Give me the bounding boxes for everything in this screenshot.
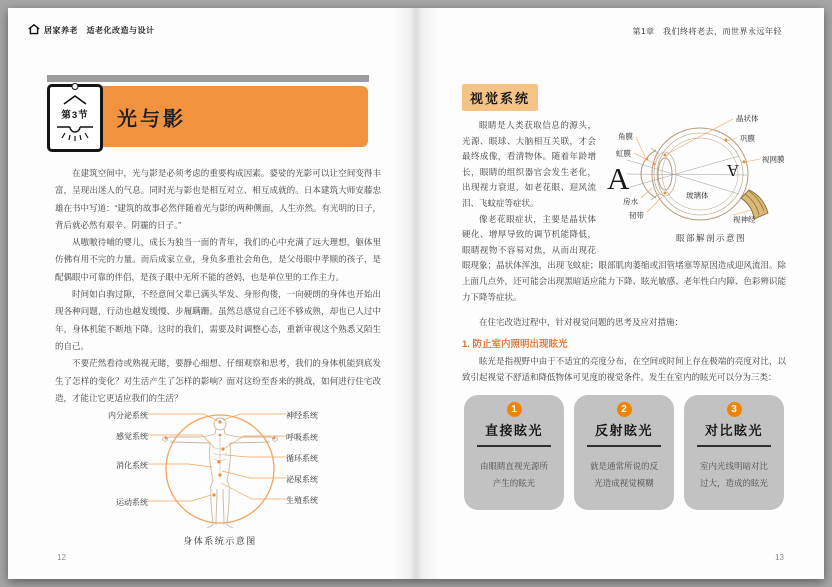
lamp-shade-icon [61, 94, 89, 105]
eye-label: 晶状体 [736, 114, 759, 123]
diagram-label: 泌尿系统 [286, 475, 318, 484]
paragraph: 不要茫然看待或熟视无睹，要静心细想、仔细观察和思考，我们的身体机能到底发生了怎样的变化？对生活产生了怎样的影响？面对这纷至沓来的挑战，如何进行住宅改造，才能让它更适应我们的生活？ [55, 358, 381, 403]
glare-description: 就是通常所说的反光造成视觉模糊 [589, 461, 658, 488]
glare-card-direct [464, 395, 564, 510]
glare-description: 由眼睛直视光源所产生的眩光 [479, 461, 548, 488]
section-number: 第3节 [61, 109, 89, 121]
diagram-label: 生殖系统 [286, 496, 318, 505]
eye-label: 房水 [623, 197, 638, 206]
eye-label: 巩膜 [740, 134, 755, 143]
glare-description: 室内光线明暗对比过大，造成的眩光 [699, 461, 768, 488]
running-head-left [28, 24, 155, 37]
title-gray-bar [47, 75, 369, 82]
running-head-right: 第1章 我们终将老去，而世界永远年轻 [632, 27, 782, 36]
glare-card-reflected [574, 395, 674, 510]
eye-label: 玻璃体 [686, 191, 709, 200]
paragraph: 从嗷嗷待哺的婴儿，成长为独当一面的青年，我们的心中充满了远大理想，躯体里仿佛有用不完的力量。而后成家立业，身负多重社会角色，是父母眼中孝顺的孩子，是配偶眼中可靠的伴侣，是孩子眼中无所不能的爸妈，也是单位里的工作主力。 [55, 237, 381, 282]
page-number: 13 [775, 553, 784, 562]
diagram-label: 内分泌系统 [108, 411, 148, 420]
diagram-label: 感觉系统 [116, 432, 148, 441]
text-wrap-spacer [596, 118, 786, 243]
page-number: 12 [57, 553, 66, 562]
page-left [8, 8, 416, 579]
paragraph: 时间如白驹过隙，不经意间父辈已满头华发、身形佝偻，一向硬朗的身体也开始出现各种问题，行动也越发缓慢、步履蹒跚。虽然总感觉自己还不够成熟，却也已人过中年，身体机能不断地下降。这时的我们，需要及时调整心态，重新审视这个熟悉又陌生的自己。 [55, 289, 381, 351]
paragraph: 眼睛是人类获取信息的源头，光源、眼球、大脑相互关联，才会最终成像，看清物体。随着年龄增长，眼睛的组织器官会发生老化，出现视力衰退，如老花眼、迎风流泪、飞蚊症等症状。 [462, 120, 596, 208]
diagram-label: 消化系统 [116, 461, 148, 470]
section-title: 光与影 [117, 108, 186, 130]
section-heading: 视觉系统 [462, 84, 538, 111]
number-badge: 2 [617, 402, 632, 417]
glare-title: 直接眩光 [484, 423, 543, 438]
right-body-text [462, 118, 786, 386]
diagram-label: 神经系统 [286, 411, 318, 420]
lamp-cord-dot-icon [72, 83, 79, 90]
diagram-caption: 身体系统示意图 [183, 536, 257, 546]
glare-title: 反射眩光 [594, 423, 653, 438]
glare-title: 对比眩光 [704, 423, 763, 438]
body-systems-diagram [8, 407, 416, 559]
diagram-label: 运动系统 [116, 498, 148, 507]
paragraph: 在住宅改造过程中，针对视觉问题的思考及应对措施： [479, 317, 684, 328]
eye-label: 角膜 [618, 132, 633, 141]
diagram-label: 循环系统 [286, 454, 318, 463]
spread [8, 8, 824, 579]
eye-label: 视神经 [733, 215, 756, 224]
diagram-label: 呼吸系统 [286, 433, 318, 442]
section-number-badge [47, 84, 103, 152]
letter-a-retina-image: A [726, 161, 739, 180]
paragraph: 在建筑空间中，光与影是必须考虑的重要构成因素。婆娑的光影可以让空间变得丰富，呈现出迷人的气息。同时光与影也是相互对立、相互成就的。日本建筑大师安藤忠雄在书中写道：“建筑的故事必然伴随着光与影的两种侧面，人生亦然。有光明的日子，背后就必然有艰辛、阴霾的日子。” [55, 168, 381, 230]
divider [587, 445, 661, 447]
paragraph: 眩光是指视野中由于不适宜的亮度分布，在空间或时间上存在极端的亮度对比，以致引起视觉不舒适和降低物体可见度的视觉条件。发生在室内的眩光可以分为三类： [462, 356, 786, 382]
left-body-text [55, 165, 381, 407]
letter-a-object: A [607, 161, 630, 196]
eye-label: 视网膜 [762, 155, 785, 164]
subsection-heading: 1. 防止室内照明出现眩光 [462, 338, 568, 350]
number-badge: 1 [507, 402, 522, 417]
lamp-bulb-icon [56, 123, 94, 143]
paragraph: 像老花眼症状，主要是晶状体硬化、增厚导致的调节机能降低，眼睛视物不容易对焦，从而出现花眼现象；晶状体浑浊，出现飞蚊症；眼部肌肉萎缩或泪管堵塞等原因造成迎风流泪。除上面几点外，还可能会出现黑暗适应能力下降、眩光敏感、老年性白内障、色彩辨识能力下降等症状。 [462, 213, 786, 302]
running-head-text: 居家养老 适老化改造与设计 [44, 26, 155, 35]
number-badge: 3 [727, 402, 742, 417]
glare-card-contrast [684, 395, 784, 510]
glare-types-row [464, 395, 784, 510]
diagram-caption: 眼部解剖示意图 [675, 233, 746, 243]
divider [477, 445, 551, 447]
house-icon [28, 24, 40, 37]
divider [697, 445, 771, 447]
eye-label: 韧带 [629, 211, 644, 220]
eye-label: 虹膜 [616, 149, 631, 158]
page-right [416, 8, 824, 579]
